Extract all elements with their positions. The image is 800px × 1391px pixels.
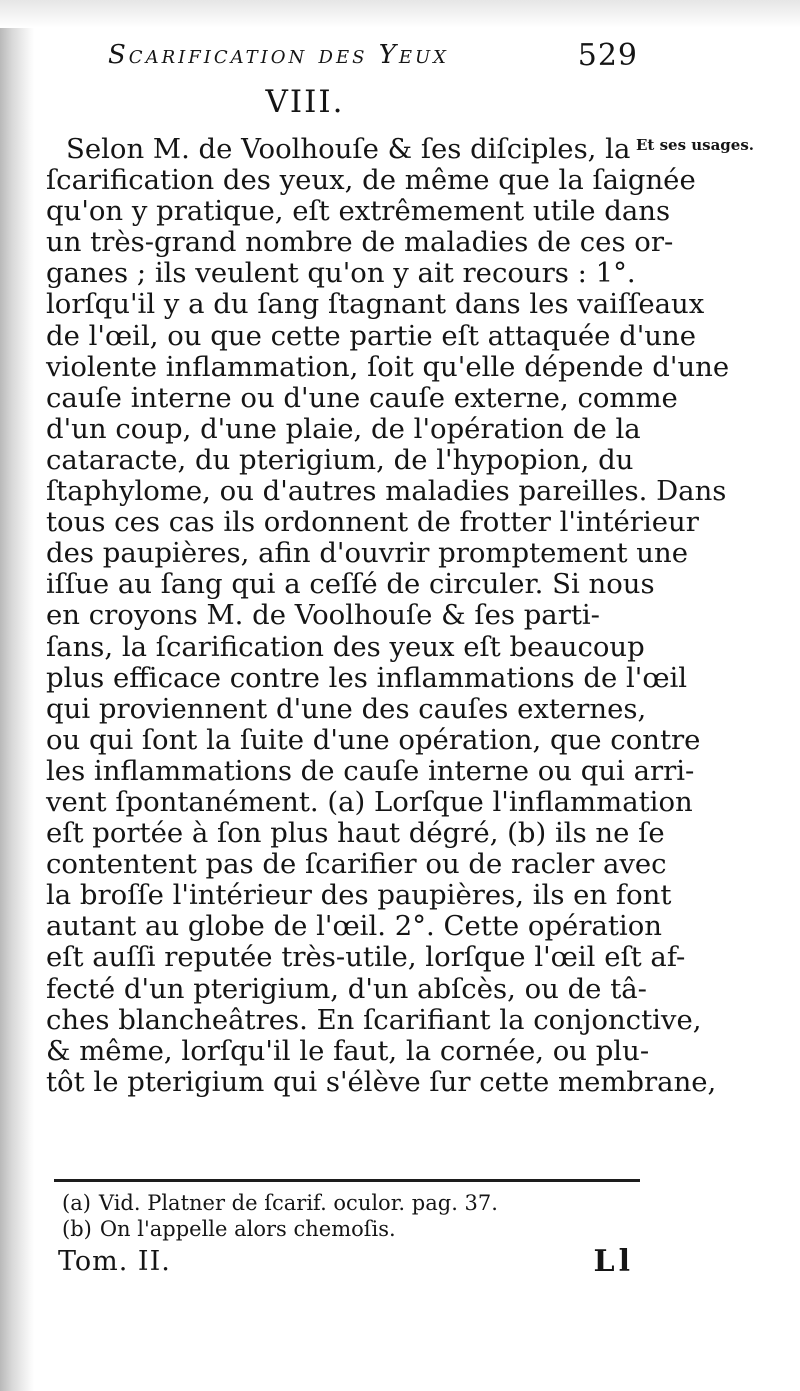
binding-shadow: [0, 0, 34, 1391]
page-number: 529: [577, 38, 638, 73]
text-line: & même, lorſqu'il le faut, la cornée, ou plu-: [46, 1034, 650, 1067]
footnote-text: Vid. Platner de ſcarif. oculor. pag. 37.: [98, 1191, 498, 1215]
text-line: vent ſpontanément. (a) Lorſque l'inflammation: [46, 785, 693, 818]
text-line: fecté d'un pterigium, d'un abſcès, ou de tâ-: [46, 972, 647, 1005]
text-line: eſt portée à ſon plus haut dégré, (b) ils ne ſe: [46, 817, 665, 850]
text-line: ſtaphylome, ou d'autres maladies pareilles. Dans: [46, 475, 727, 508]
footnote-mark: (a): [62, 1191, 91, 1215]
text-line: ganes ; ils veulent qu'on y ait recours : 1°.: [46, 257, 636, 290]
text-line: un très-grand nombre de maladies de ces or-: [46, 226, 674, 259]
text-line: ſans, la ſcarification des yeux eſt beaucoup: [46, 630, 645, 663]
text-line: cataracte, du pterigium, de l'hypopion, du: [46, 443, 634, 476]
footnote-a: [62, 1190, 622, 1216]
page-top-edge: [0, 0, 800, 28]
text-line: eſt auſſi reputée très-utile, lorſque l'œil eſt af-: [46, 941, 686, 974]
text-line: tôt le pterigium qui s'élève ſur cette membrane,: [46, 1065, 717, 1098]
running-title: Scarification des Yeux: [108, 40, 449, 70]
text-line: des paupières, afin d'ouvrir promptement une: [46, 537, 688, 570]
text-line: Selon M. de Voolhouſe & ſes diſciples, la: [66, 133, 631, 165]
text-line: tous ces cas ils ordonnent de frotter l'intérieur: [46, 506, 699, 539]
text-line: d'un coup, d'une plaie, de l'opération de la: [46, 412, 641, 445]
text-line: lorſqu'il y a du ſang ſtagnant dans les vaiſſeaux: [46, 288, 705, 321]
text-line: iſſue au ſang qui a ceſſé de circuler. Si nous: [46, 568, 655, 601]
text-line: violente inflammation, ſoit qu'elle dépende d'une: [46, 350, 730, 383]
signature-line: [58, 1246, 642, 1282]
text-line: ches blancheâtres. En ſcarifiant la conjonctive,: [46, 1003, 702, 1036]
section-number: VIII.: [265, 84, 345, 120]
text-line: cauſe interne ou d'une cauſe externe, comme: [46, 381, 678, 414]
footnote-text: On l'appelle alors chemoſis.: [99, 1217, 396, 1241]
running-head: [108, 38, 638, 80]
gathering-signature: Ll: [593, 1244, 634, 1279]
text-line: ſcarification des yeux, de même que la ſaignée: [46, 164, 696, 197]
footnote-mark: (b): [62, 1217, 92, 1241]
text-line: qui proviennent d'une des cauſes externes,: [46, 692, 647, 725]
volume-label: Tom. II.: [58, 1246, 171, 1277]
text-line: contentent pas de ſcarifier ou de racler avec: [46, 848, 667, 881]
text-line: la broſſe l'intérieur des paupières, ils en font: [46, 879, 672, 912]
margin-note: Et ses usages.: [636, 136, 755, 154]
text-line: de l'œil, ou que cette partie eſt attaquée d'une: [46, 319, 696, 352]
text-line: qu'on y pratique, eſt extrêmement utile dans: [46, 195, 671, 228]
footnote-rule: [54, 1179, 640, 1182]
text-line: en croyons M. de Voolhouſe & ſes parti-: [46, 599, 600, 632]
text-line: les inflammations de cauſe interne ou qui arri-: [46, 754, 695, 787]
footnotes: [62, 1190, 622, 1242]
text-line: autant au globe de l'œil. 2°. Cette opération: [46, 910, 662, 943]
text-line: ou qui ſont la ſuite d'une opération, que contre: [46, 723, 701, 756]
text-line: plus efficace contre les inflammations de l'œil: [46, 661, 688, 694]
footnote-b: [62, 1216, 622, 1242]
